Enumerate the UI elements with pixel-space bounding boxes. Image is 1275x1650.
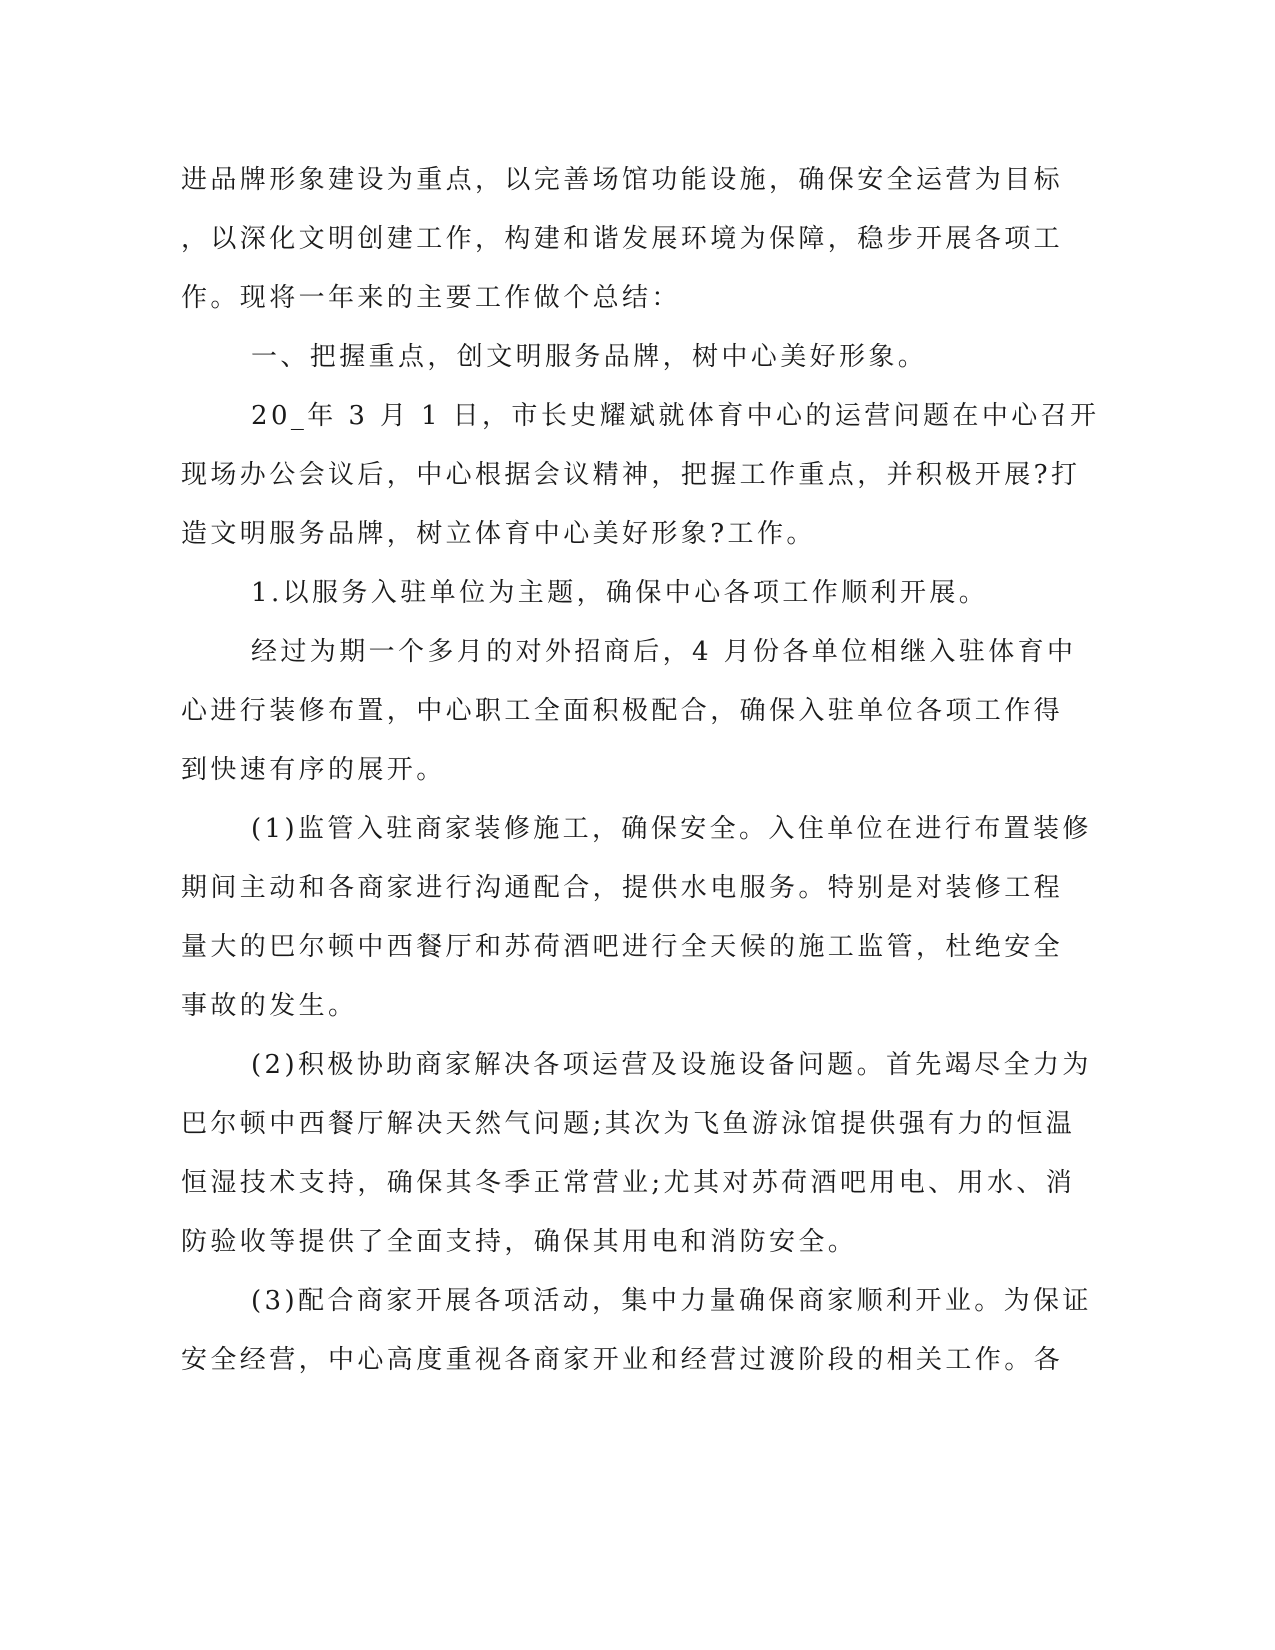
text-line: 巴尔顿中西餐厅解决天然气问题;其次为飞鱼游泳馆提供强有力的恒温 bbox=[181, 1109, 1076, 1139]
text-line: (1)监管入驻商家装修施工，确保安全。入住单位在进行布置装修 bbox=[251, 814, 1092, 844]
text-line: 恒湿技术支持，确保其冬季正常营业;尤其对苏荷酒吧用电、用水、消 bbox=[181, 1168, 1076, 1198]
section-heading: 一、把握重点，创文明服务品牌，树中心美好形象。 bbox=[251, 342, 928, 372]
text-line: 量大的巴尔顿中西餐厅和苏荷酒吧进行全天候的施工监管，杜绝安全 bbox=[181, 932, 1064, 962]
text-line: 造文明服务品牌，树立体育中心美好形象?工作。 bbox=[181, 519, 816, 549]
text-line: 到快速有序的展开。 bbox=[181, 755, 446, 785]
text-line: 安全经营，中心高度重视各商家开业和经营过渡阶段的相关工作。各 bbox=[181, 1345, 1064, 1375]
text-line: (2)积极协助商家解决各项运营及设施设备问题。首先竭尽全力为 bbox=[251, 1050, 1092, 1080]
text-line: 心进行装修布置，中心职工全面积极配合，确保入驻单位各项工作得 bbox=[181, 696, 1064, 726]
subsection-heading: 1.以服务入驻单位为主题，确保中心各项工作顺利开展。 bbox=[251, 578, 989, 608]
text-line: 事故的发生。 bbox=[181, 991, 358, 1021]
text-line: 现场办公会议后，中心根据会议精神，把握工作重点，并积极开展?打 bbox=[181, 460, 1081, 490]
text-line: 作。现将一年来的主要工作做个总结： bbox=[181, 283, 681, 313]
text-line: ，以深化文明创建工作，构建和谐发展环境为保障，稳步开展各项工 bbox=[181, 224, 1064, 254]
text-line: (3)配合商家开展各项活动，集中力量确保商家顺利开业。为保证 bbox=[251, 1286, 1092, 1316]
text-line: 期间主动和各商家进行沟通配合，提供水电服务。特别是对装修工程 bbox=[181, 873, 1064, 903]
text-line: 进品牌形象建设为重点，以完善场馆功能设施，确保安全运营为目标 bbox=[181, 165, 1064, 195]
text-line: 经过为期一个多月的对外招商后，4 月份各单位相继入驻体育中 bbox=[251, 637, 1077, 667]
text-line: 20_年 3 月 1 日，市长史耀斌就体育中心的运营问题在中心召开 bbox=[251, 401, 1100, 431]
text-line: 防验收等提供了全面支持，确保其用电和消防安全。 bbox=[181, 1227, 858, 1257]
